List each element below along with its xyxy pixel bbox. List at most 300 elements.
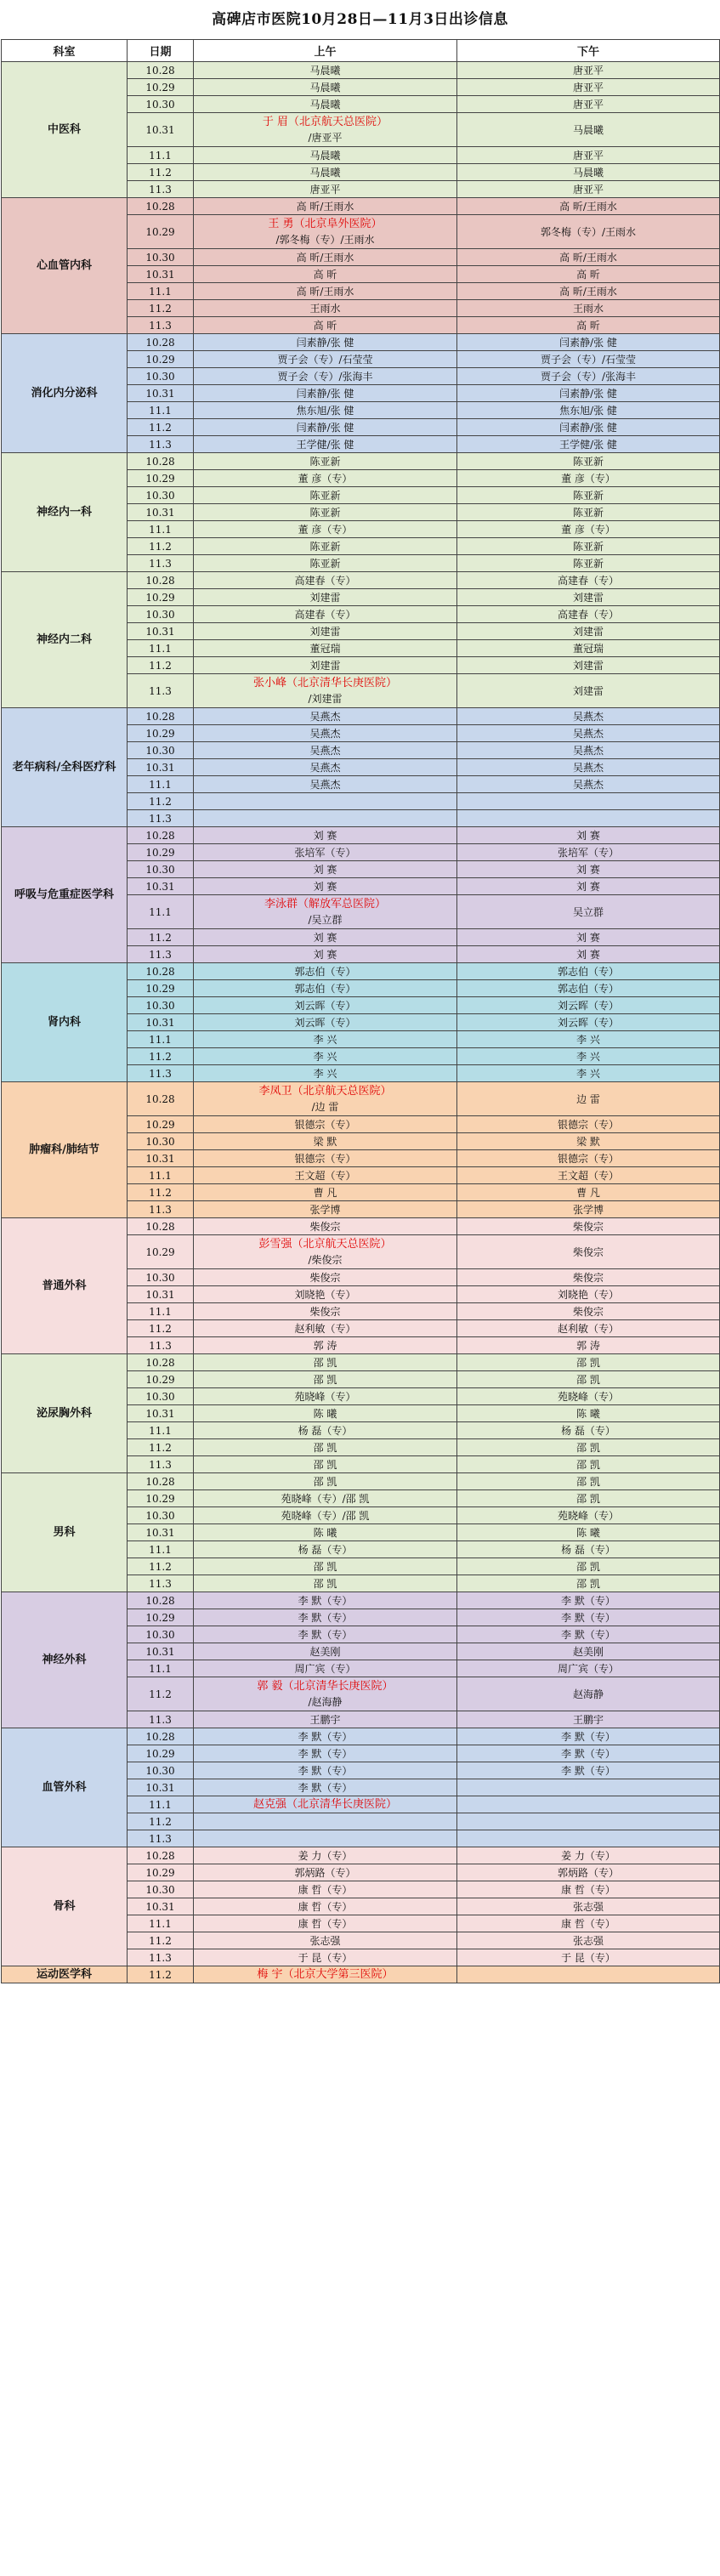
date-cell: 10.28	[128, 572, 194, 589]
date-cell: 11.2	[128, 1320, 194, 1337]
date-cell: 10.31	[128, 1643, 194, 1660]
am-cell: 吴燕杰	[194, 708, 457, 725]
date-cell: 11.3	[128, 436, 194, 453]
am-cell: 刘建雷	[194, 657, 457, 674]
am-doctor: /边 雷	[311, 1100, 339, 1113]
am-cell: 王文超（专）	[194, 1167, 457, 1184]
pm-cell: 柴俊宗	[457, 1218, 720, 1235]
am-doctor: /郭冬梅（专）/王雨水	[275, 233, 375, 246]
pm-cell: 贾子会（专）/张海丰	[457, 368, 720, 385]
pm-cell: 吴燕杰	[457, 725, 720, 742]
dept-name: 心血管内科	[2, 198, 128, 334]
date-cell: 10.30	[128, 1133, 194, 1150]
date-cell: 10.31	[128, 623, 194, 640]
pm-cell: 马晨曦	[457, 113, 720, 147]
date-cell: 11.2	[128, 1439, 194, 1456]
date-cell: 10.30	[128, 742, 194, 759]
date-cell: 10.30	[128, 1762, 194, 1779]
am-cell: 高 昕/王雨水	[194, 283, 457, 300]
date-cell: 10.30	[128, 861, 194, 878]
pm-cell: 马晨曦	[457, 164, 720, 181]
pm-cell: 高 昕/王雨水	[457, 249, 720, 266]
dept-name: 运动医学科	[2, 1966, 128, 1983]
pm-cell: 高建春（专）	[457, 572, 720, 589]
expert-doctor: 彭雪强（北京航天总医院）	[258, 1237, 392, 1251]
pm-cell: 唐亚平	[457, 62, 720, 79]
date-cell: 10.28	[128, 1354, 194, 1371]
pm-cell: 吴燕杰	[457, 742, 720, 759]
date-cell: 10.31	[128, 878, 194, 895]
pm-cell: 赵海静	[457, 1677, 720, 1711]
am-cell: 陈 曦	[194, 1524, 457, 1541]
am-cell: 邵 凯	[194, 1558, 457, 1575]
date-cell: 11.1	[128, 1031, 194, 1048]
am-cell: 柴俊宗	[194, 1303, 457, 1320]
pm-cell: 刘建雷	[457, 589, 720, 606]
dept-name: 消化内分泌科	[2, 334, 128, 453]
table-row	[2, 453, 720, 470]
pm-cell	[457, 810, 720, 827]
date-cell: 10.28	[128, 1847, 194, 1864]
date-cell: 11.1	[128, 402, 194, 419]
expert-doctor: 赵克强（北京清华长庚医院）	[252, 1797, 397, 1811]
date-cell: 11.2	[128, 164, 194, 181]
am-cell: 康 哲（专）	[194, 1881, 457, 1898]
dept-name: 中医科	[2, 62, 128, 198]
date-cell: 11.3	[128, 555, 194, 572]
page-title: 高碑店市医院10月28日—11月3日出诊信息	[212, 11, 508, 28]
date-cell: 11.3	[128, 810, 194, 827]
table-row	[2, 1847, 720, 1864]
dept-name: 男科	[2, 1473, 128, 1592]
date-cell: 11.3	[128, 1575, 194, 1592]
date-cell: 10.29	[128, 1745, 194, 1762]
am-cell: 刘晓艳（专）	[194, 1286, 457, 1303]
date-cell: 10.30	[128, 249, 194, 266]
am-cell: 张志强	[194, 1932, 457, 1949]
expert-doctor: 张小峰（北京清华长庚医院）	[252, 676, 397, 689]
table-row	[2, 1966, 720, 1983]
am-cell: 康 哲（专）	[194, 1915, 457, 1932]
am-cell: 吴燕杰	[194, 742, 457, 759]
pm-cell: 郭志伯（专）	[457, 963, 720, 980]
dept-name: 骨科	[2, 1847, 128, 1966]
am-cell: 王鹏宇	[194, 1711, 457, 1728]
pm-cell: 刘 赛	[457, 929, 720, 946]
pm-cell: 邵 凯	[457, 1371, 720, 1388]
date-cell: 11.3	[128, 1949, 194, 1966]
am-cell: 董 彦（专）	[194, 521, 457, 538]
date-cell: 11.3	[128, 1065, 194, 1082]
am-cell: 董 彦（专）	[194, 470, 457, 487]
table-row	[2, 1082, 720, 1116]
am-cell: 李 默（专）	[194, 1609, 457, 1626]
am-cell: 苑晓峰（专）	[194, 1388, 457, 1405]
date-cell: 11.3	[128, 1456, 194, 1473]
pm-cell: 李 默（专）	[457, 1745, 720, 1762]
am-cell: 李 兴	[194, 1048, 457, 1065]
date-cell: 11.2	[128, 1932, 194, 1949]
date-cell: 10.28	[128, 62, 194, 79]
pm-cell: 李 默（专）	[457, 1592, 720, 1609]
am-cell: 刘建雷	[194, 589, 457, 606]
am-cell: 赵美刚	[194, 1643, 457, 1660]
date-cell: 10.29	[128, 1371, 194, 1388]
am-cell: 陈亚新	[194, 453, 457, 470]
header-dept: 科室	[2, 40, 128, 62]
date-cell: 11.2	[128, 1184, 194, 1201]
date-cell: 11.3	[128, 1711, 194, 1728]
date-cell: 10.29	[128, 351, 194, 368]
am-cell	[194, 1235, 457, 1269]
pm-cell: 李 默（专）	[457, 1728, 720, 1745]
date-cell: 11.3	[128, 1201, 194, 1218]
am-cell: 柴俊宗	[194, 1269, 457, 1286]
expert-doctor: 于 眉（北京航天总医院）	[262, 115, 388, 128]
am-cell	[194, 674, 457, 708]
am-cell: 曹 凡	[194, 1184, 457, 1201]
header-row	[2, 40, 720, 62]
date-cell: 10.29	[128, 844, 194, 861]
pm-cell: 张志强	[457, 1932, 720, 1949]
am-doctor: /唐亚平	[308, 131, 343, 144]
am-cell: 李 兴	[194, 1065, 457, 1082]
pm-cell: 高 昕	[457, 266, 720, 283]
dept-name: 神经外科	[2, 1592, 128, 1728]
date-cell: 10.31	[128, 1405, 194, 1422]
am-cell: 梁 默	[194, 1133, 457, 1150]
pm-cell: 邵 凯	[457, 1456, 720, 1473]
pm-cell: 吴燕杰	[457, 776, 720, 793]
date-cell: 10.31	[128, 1779, 194, 1796]
date-cell: 10.29	[128, 1235, 194, 1269]
pm-cell: 唐亚平	[457, 79, 720, 96]
pm-cell: 赵利敏（专）	[457, 1320, 720, 1337]
pm-cell: 刘建雷	[457, 623, 720, 640]
pm-cell: 王文超（专）	[457, 1167, 720, 1184]
pm-cell: 刘建雷	[457, 674, 720, 708]
date-cell: 11.2	[128, 1048, 194, 1065]
date-cell: 10.28	[128, 827, 194, 844]
table-row	[2, 572, 720, 589]
header-pm: 下午	[457, 40, 720, 62]
pm-cell: 李 兴	[457, 1065, 720, 1082]
pm-cell: 于 昆（专）	[457, 1949, 720, 1966]
am-cell: 刘 赛	[194, 929, 457, 946]
date-cell: 11.3	[128, 674, 194, 708]
pm-cell: 李 默（专）	[457, 1609, 720, 1626]
table-row	[2, 1354, 720, 1371]
pm-cell: 高 昕/王雨水	[457, 198, 720, 215]
pm-cell: 李 默（专）	[457, 1762, 720, 1779]
date-cell: 10.31	[128, 504, 194, 521]
am-cell	[194, 1966, 457, 1983]
date-cell: 11.1	[128, 521, 194, 538]
am-cell: 高 昕/王雨水	[194, 198, 457, 215]
am-cell: 于 昆（专）	[194, 1949, 457, 1966]
date-cell: 10.30	[128, 1881, 194, 1898]
pm-cell: 闫素静/张 健	[457, 334, 720, 351]
am-cell: 苑晓峰（专）/邵 凯	[194, 1507, 457, 1524]
expert-doctor: 李泳群（解放军总医院）	[264, 897, 386, 911]
pm-cell: 张培军（专）	[457, 844, 720, 861]
am-cell: 邵 凯	[194, 1371, 457, 1388]
pm-cell: 边 雷	[457, 1082, 720, 1116]
pm-cell: 梁 默	[457, 1133, 720, 1150]
pm-cell: 王鹏宇	[457, 1711, 720, 1728]
am-cell: 郭志伯（专）	[194, 980, 457, 997]
am-cell	[194, 1813, 457, 1830]
pm-cell	[457, 1966, 720, 1983]
pm-cell: 董 彦（专）	[457, 470, 720, 487]
am-cell: 杨 磊（专）	[194, 1541, 457, 1558]
am-cell: 陈亚新	[194, 538, 457, 555]
date-cell: 10.28	[128, 1592, 194, 1609]
am-cell: 李 默（专）	[194, 1762, 457, 1779]
pm-cell: 郭炳路（专）	[457, 1864, 720, 1881]
am-cell	[194, 793, 457, 810]
pm-cell: 董冠瑞	[457, 640, 720, 657]
am-cell: 闫素静/张 健	[194, 385, 457, 402]
am-cell: 焦东旭/张 健	[194, 402, 457, 419]
am-cell: 陈亚新	[194, 487, 457, 504]
pm-cell: 董 彦（专）	[457, 521, 720, 538]
pm-cell: 吴燕杰	[457, 708, 720, 725]
am-cell	[194, 1677, 457, 1711]
date-cell: 11.3	[128, 317, 194, 334]
date-cell: 10.31	[128, 1150, 194, 1167]
am-cell: 杨 磊（专）	[194, 1422, 457, 1439]
pm-cell: 苑晓峰（专）	[457, 1388, 720, 1405]
pm-cell: 周广宾（专）	[457, 1660, 720, 1677]
pm-cell: 刘建雷	[457, 657, 720, 674]
pm-cell: 贾子会（专）/石莹莹	[457, 351, 720, 368]
date-cell: 11.2	[128, 1813, 194, 1830]
pm-cell: 焦东旭/张 健	[457, 402, 720, 419]
am-cell: 吴燕杰	[194, 725, 457, 742]
am-cell: 刘建雷	[194, 623, 457, 640]
date-cell: 10.30	[128, 997, 194, 1014]
pm-cell: 郭志伯（专）	[457, 980, 720, 997]
date-cell: 10.30	[128, 1626, 194, 1643]
dept-name: 肾内科	[2, 963, 128, 1082]
am-cell: 邵 凯	[194, 1473, 457, 1490]
pm-cell: 高建春（专）	[457, 606, 720, 623]
pm-cell: 刘 赛	[457, 861, 720, 878]
pm-cell: 刘晓艳（专）	[457, 1286, 720, 1303]
am-cell: 姜 力（专）	[194, 1847, 457, 1864]
am-cell: 马晨曦	[194, 164, 457, 181]
am-cell: 银德宗（专）	[194, 1150, 457, 1167]
am-cell	[194, 113, 457, 147]
pm-cell: 赵美刚	[457, 1643, 720, 1660]
am-doctor: /柴俊宗	[308, 1253, 343, 1266]
pm-cell: 柴俊宗	[457, 1235, 720, 1269]
am-cell: 闫素静/张 健	[194, 419, 457, 436]
am-cell: 周广宾（专）	[194, 1660, 457, 1677]
table-row	[2, 62, 720, 79]
pm-cell: 李 默（专）	[457, 1626, 720, 1643]
date-cell: 10.31	[128, 113, 194, 147]
date-cell: 10.29	[128, 1609, 194, 1626]
pm-cell: 王雨水	[457, 300, 720, 317]
date-cell: 11.1	[128, 776, 194, 793]
pm-cell: 刘云晖（专）	[457, 997, 720, 1014]
date-cell: 10.28	[128, 1473, 194, 1490]
pm-cell: 陈亚新	[457, 555, 720, 572]
table-row	[2, 1728, 720, 1745]
date-cell: 11.3	[128, 946, 194, 963]
pm-cell: 银德宗（专）	[457, 1116, 720, 1133]
date-cell: 10.30	[128, 1388, 194, 1405]
am-doctor: /刘建雷	[308, 692, 343, 705]
date-cell: 11.3	[128, 181, 194, 198]
pm-cell: 曹 凡	[457, 1184, 720, 1201]
pm-cell: 陈亚新	[457, 538, 720, 555]
date-cell: 11.1	[128, 1796, 194, 1813]
date-cell: 10.29	[128, 470, 194, 487]
date-cell: 11.1	[128, 1660, 194, 1677]
am-cell: 邵 凯	[194, 1575, 457, 1592]
pm-cell: 唐亚平	[457, 96, 720, 113]
pm-cell: 杨 磊（专）	[457, 1541, 720, 1558]
am-cell	[194, 1830, 457, 1847]
date-cell: 10.28	[128, 1082, 194, 1116]
pm-cell: 高 昕/王雨水	[457, 283, 720, 300]
date-cell: 10.30	[128, 1269, 194, 1286]
pm-cell: 邵 凯	[457, 1575, 720, 1592]
pm-cell: 康 哲（专）	[457, 1915, 720, 1932]
am-cell	[194, 1796, 457, 1813]
am-cell: 刘 赛	[194, 861, 457, 878]
pm-cell: 姜 力（专）	[457, 1847, 720, 1864]
pm-cell: 陈 曦	[457, 1405, 720, 1422]
am-cell: 陈 曦	[194, 1405, 457, 1422]
pm-cell: 柴俊宗	[457, 1269, 720, 1286]
am-cell: 刘 赛	[194, 946, 457, 963]
dept-name: 老年病科/全科医疗科	[2, 708, 128, 827]
am-cell	[194, 810, 457, 827]
date-cell: 10.29	[128, 215, 194, 249]
date-cell: 11.3	[128, 1830, 194, 1847]
pm-cell: 张志强	[457, 1898, 720, 1915]
am-cell: 贾子会（专）/张海丰	[194, 368, 457, 385]
am-cell: 赵利敏（专）	[194, 1320, 457, 1337]
date-cell: 11.2	[128, 538, 194, 555]
date-cell: 10.28	[128, 708, 194, 725]
pm-cell: 银德宗（专）	[457, 1150, 720, 1167]
am-cell: 贾子会（专）/石莹莹	[194, 351, 457, 368]
date-cell: 10.31	[128, 385, 194, 402]
dept-name: 泌尿胸外科	[2, 1354, 128, 1473]
date-cell: 10.29	[128, 1116, 194, 1133]
pm-cell: 吴燕杰	[457, 759, 720, 776]
am-cell: 张学博	[194, 1201, 457, 1218]
am-cell: 李 默（专）	[194, 1745, 457, 1762]
date-cell: 10.29	[128, 1490, 194, 1507]
pm-cell: 王学健/张 健	[457, 436, 720, 453]
date-cell: 10.30	[128, 1507, 194, 1524]
pm-cell: 陈 曦	[457, 1524, 720, 1541]
am-cell: 陈亚新	[194, 555, 457, 572]
am-cell: 李 默（专）	[194, 1779, 457, 1796]
date-cell: 10.31	[128, 1014, 194, 1031]
am-cell: 马晨曦	[194, 147, 457, 164]
am-cell: 邵 凯	[194, 1439, 457, 1456]
table-row	[2, 827, 720, 844]
date-cell: 11.2	[128, 1966, 194, 1983]
expert-doctor: 王 勇（北京阜外医院）	[268, 217, 383, 230]
pm-cell: 郭冬梅（专）/王雨水	[457, 215, 720, 249]
pm-cell: 高 昕	[457, 317, 720, 334]
date-cell: 10.31	[128, 1286, 194, 1303]
am-cell: 马晨曦	[194, 79, 457, 96]
am-cell: 高 昕	[194, 317, 457, 334]
date-cell: 10.28	[128, 1218, 194, 1235]
am-cell: 康 哲（专）	[194, 1898, 457, 1915]
pm-cell: 陈亚新	[457, 487, 720, 504]
pm-cell: 刘云晖（专）	[457, 1014, 720, 1031]
am-cell: 高建春（专）	[194, 572, 457, 589]
date-cell: 10.29	[128, 980, 194, 997]
table-row	[2, 963, 720, 980]
date-cell: 11.1	[128, 640, 194, 657]
am-cell: 马晨曦	[194, 96, 457, 113]
am-cell: 邵 凯	[194, 1456, 457, 1473]
date-cell: 11.1	[128, 1167, 194, 1184]
dept-name: 血管外科	[2, 1728, 128, 1847]
am-cell: 邵 凯	[194, 1354, 457, 1371]
date-cell: 10.28	[128, 1728, 194, 1745]
dept-name: 神经内一科	[2, 453, 128, 572]
pm-cell: 郭 涛	[457, 1337, 720, 1354]
pm-cell: 柴俊宗	[457, 1303, 720, 1320]
pm-cell: 张学博	[457, 1201, 720, 1218]
pm-cell: 唐亚平	[457, 181, 720, 198]
pm-cell: 吴立群	[457, 895, 720, 929]
am-cell: 刘 赛	[194, 827, 457, 844]
table-row	[2, 708, 720, 725]
schedule-body	[2, 62, 720, 1983]
date-cell: 10.29	[128, 589, 194, 606]
pm-cell: 刘 赛	[457, 946, 720, 963]
am-cell: 高建春（专）	[194, 606, 457, 623]
table-row	[2, 1592, 720, 1609]
header-am: 上午	[194, 40, 457, 62]
am-cell: 李 默（专）	[194, 1626, 457, 1643]
pm-cell: 陈亚新	[457, 453, 720, 470]
pm-cell: 李 兴	[457, 1048, 720, 1065]
am-cell: 李 兴	[194, 1031, 457, 1048]
am-cell: 王学健/张 健	[194, 436, 457, 453]
pm-cell: 邵 凯	[457, 1473, 720, 1490]
am-cell: 吴燕杰	[194, 776, 457, 793]
am-cell	[194, 895, 457, 929]
am-cell: 唐亚平	[194, 181, 457, 198]
am-cell: 李 默（专）	[194, 1728, 457, 1745]
am-cell: 高 昕	[194, 266, 457, 283]
date-cell: 10.30	[128, 368, 194, 385]
am-cell: 郭志伯（专）	[194, 963, 457, 980]
am-doctor: /赵海静	[308, 1695, 343, 1708]
am-cell: 王雨水	[194, 300, 457, 317]
am-cell: 陈亚新	[194, 504, 457, 521]
expert-doctor: 郭 毅（北京清华长庚医院）	[257, 1679, 394, 1693]
date-cell: 11.1	[128, 147, 194, 164]
pm-cell: 康 哲（专）	[457, 1881, 720, 1898]
date-cell: 10.28	[128, 198, 194, 215]
date-cell: 10.31	[128, 266, 194, 283]
